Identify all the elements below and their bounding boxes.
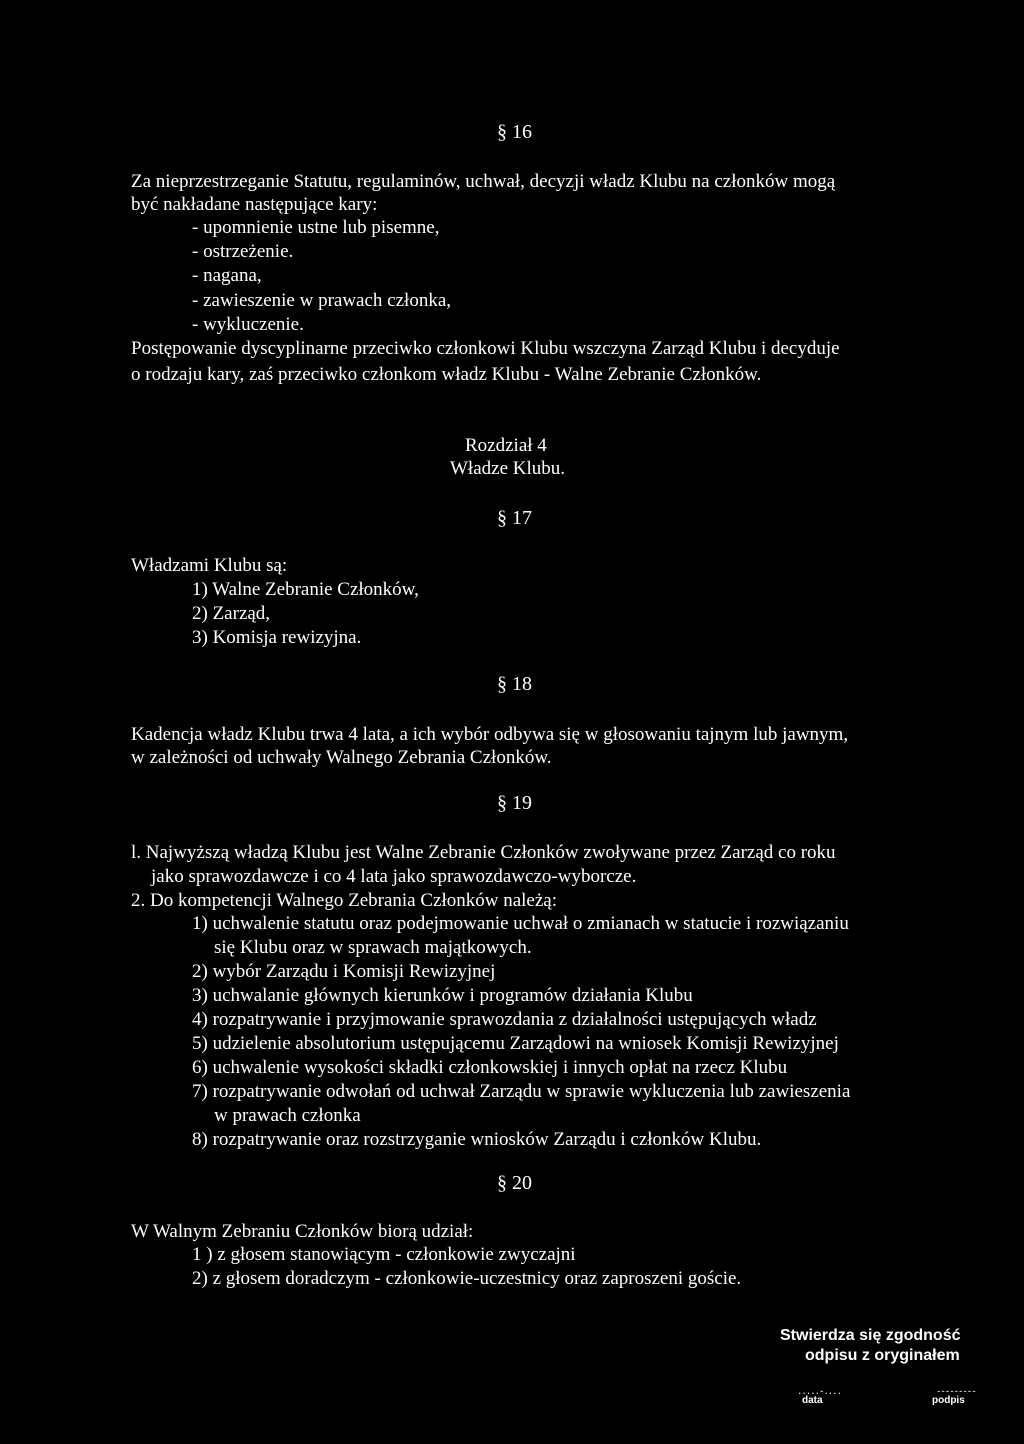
section-16-line-1: Za nieprzestrzeganie Statutu, regulaminów, uchwał, decyzji władz Klubu na członków mogą [131, 171, 836, 192]
section-16-heading: § 16 [497, 121, 532, 143]
participant-item: 2) z głosem doradczym - członkowie-uczestnicy oraz zaproszeni goście. [192, 1268, 742, 1289]
section-20-intro: W Walnym Zebraniu Członków biorą udział: [131, 1221, 474, 1242]
procedure-line-1: Postępowanie dyscyplinarne przeciwko członkowi Klubu wszczyna Zarząd Klubu i decyduje [131, 338, 840, 359]
competency-item-continued: w prawach członka [214, 1105, 361, 1126]
penalty-item: - upomnienie ustne lub pisemne, [192, 217, 440, 238]
section-19-p2: 2. Do kompetencji Walnego Zebrania Członków należą: [131, 890, 558, 911]
penalty-item: - nagana, [192, 265, 262, 286]
competency-item: 2) wybór Zarządu i Komisji Rewizyjnej [192, 961, 496, 982]
competency-item: 7) rozpatrywanie odwołań od uchwał Zarządu w sprawie wykluczenia lub zawieszenia [192, 1081, 851, 1102]
penalty-item: - zawieszenie w prawach członka, [192, 290, 451, 311]
stamp-line-2: odpisu z oryginałem [805, 1347, 960, 1364]
signature-dotted-line: --------- [936, 1387, 976, 1397]
section-17-heading: § 17 [497, 507, 532, 529]
date-label: data [802, 1395, 823, 1406]
procedure-line-2: o rodzaju kary, zaś przeciwko członkom władz Klubu - Walne Zebranie Członków. [131, 364, 762, 385]
competency-item-continued: się Klubu oraz w sprawach majątkowych. [214, 937, 532, 958]
chapter-title: Władze Klubu. [450, 458, 566, 479]
authority-item: 3) Komisja rewizyjna. [192, 627, 362, 648]
competency-item: 4) rozpatrywanie i przyjmowanie sprawozdania z działalności ustępujących władz [192, 1009, 817, 1030]
competency-item: 1) uchwalenie statutu oraz podejmowanie uchwał o zmianach w statucie i rozwiązaniu [192, 913, 849, 934]
penalty-item: - ostrzeżenie. [192, 241, 294, 262]
section-16-line-2: być nakładane następujące kary: [131, 194, 378, 215]
chapter-number: Rozdział 4 [465, 435, 547, 456]
participant-item: 1 ) z głosem stanowiącym - członkowie zwyczajni [192, 1244, 576, 1265]
penalty-item: - wykluczenie. [192, 314, 304, 335]
competency-item: 6) uchwalenie wysokości składki członkowskiej i innych opłat na rzecz Klubu [192, 1057, 788, 1078]
section-18-line-2: w zależności od uchwały Walnego Zebrania Członków. [131, 747, 552, 768]
section-17-intro: Władzami Klubu są: [131, 555, 288, 576]
section-18-heading: § 18 [497, 673, 532, 695]
section-18-line-1: Kadencja władz Klubu trwa 4 lata, a ich wybór odbywa się w głosowaniu tajnym lub jawnym, [131, 724, 849, 745]
authority-item: 2) Zarząd, [192, 603, 271, 624]
section-19-heading: § 19 [497, 792, 532, 814]
authority-item: 1) Walne Zebranie Członków, [192, 579, 419, 600]
signature-label: podpis [932, 1395, 965, 1406]
section-19-p1-line-1: l. Najwyższą władzą Klubu jest Walne Zebranie Członków zwoływane przez Zarząd co roku [131, 842, 836, 863]
section-20-heading: § 20 [497, 1172, 532, 1194]
competency-item: 5) udzielenie absolutorium ustępującemu Zarządowi na wniosek Komisji Rewizyjnej [192, 1033, 839, 1054]
section-19-p1-line-2: jako sprawozdawcze i co 4 lata jako sprawozdawczo-wyborcze. [151, 866, 637, 887]
competency-item: 8) rozpatrywanie oraz rozstrzyganie wniosków Zarządu i członków Klubu. [192, 1129, 762, 1150]
stamp-line-1: Stwierdza się zgodność [780, 1327, 961, 1344]
competency-item: 3) uchwalanie głównych kierunków i programów działania Klubu [192, 985, 693, 1006]
date-dotted-line: .....-.... [797, 1387, 842, 1397]
